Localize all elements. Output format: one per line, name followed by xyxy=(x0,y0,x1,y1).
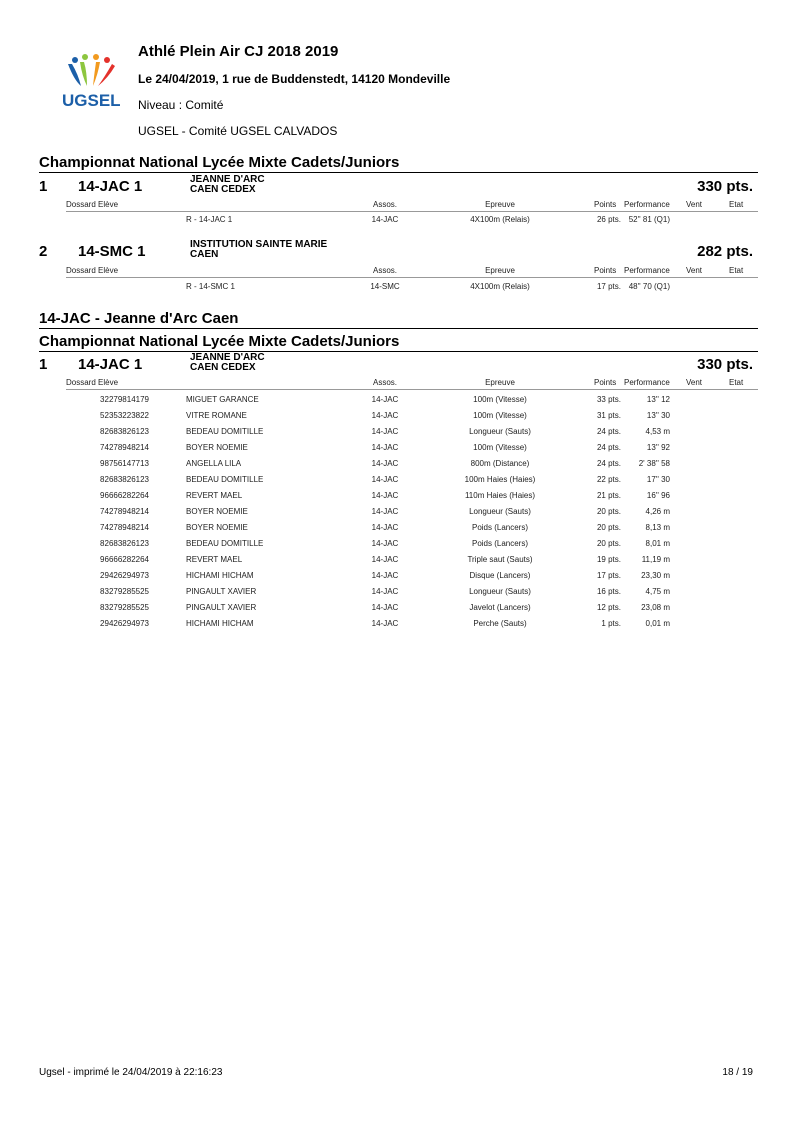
team3-name: 14-JAC 1 xyxy=(78,356,143,373)
event-committee: UGSEL - Comité UGSEL CALVADOS xyxy=(138,124,338,138)
row-assos: 14-JAC xyxy=(371,571,399,580)
row-dossard: 83279285525 xyxy=(100,603,149,612)
event-date-location: Le 24/04/2019, 1 rue de Buddenstedt, 14120 Mondeville xyxy=(138,72,451,86)
row-assos: 14-JAC xyxy=(371,555,399,564)
row-epreuve: 800m (Distance) xyxy=(470,459,530,468)
col-assos: Assos. xyxy=(372,378,397,387)
col-points: Points xyxy=(594,378,617,387)
row-assos: 14-JAC xyxy=(371,587,399,596)
row-dossard: 29426294973 xyxy=(100,571,149,580)
team1-name: 14-JAC 1 xyxy=(78,178,143,195)
col-assos: Assos. xyxy=(372,266,397,275)
row-points: 20 pts. xyxy=(596,539,621,548)
team2-name: 14-SMC 1 xyxy=(78,243,146,260)
footer-printed: Ugsel - imprimé le 24/04/2019 à 22:16:23 xyxy=(39,1067,223,1078)
row-epreuve: Longueur (Sauts) xyxy=(469,587,531,596)
row-name: HICHAMI HICHAM xyxy=(186,619,254,628)
row-epreuve: 110m Haies (Haies) xyxy=(464,491,536,500)
row-assos: 14-JAC xyxy=(371,443,399,452)
col-performance: Performance xyxy=(624,378,670,387)
row-name: BEDEAU DOMITILLE xyxy=(186,427,264,436)
team3-school xyxy=(190,353,360,373)
col-epreuve: Epreuve xyxy=(485,266,515,275)
team3-points: 330 pts. xyxy=(697,356,753,373)
team2-rank: 2 xyxy=(39,243,48,260)
row-epreuve: Poids (Lancers) xyxy=(471,539,529,548)
team1-school-line2: CAEN CEDEX xyxy=(190,184,256,195)
row-epreuve: 100m (Vitesse) xyxy=(473,411,527,420)
team1-header-divider xyxy=(66,211,758,212)
row-performance: 13'' 30 xyxy=(646,411,670,420)
row-performance: 23,08 m xyxy=(641,603,670,612)
row-points: 24 pts. xyxy=(596,443,621,452)
row-points: 16 pts. xyxy=(596,587,621,596)
row-points: 17 pts. xyxy=(596,571,621,580)
row-epreuve: 100m Haies (Haies) xyxy=(464,475,536,484)
row-name: HICHAMI HICHAM xyxy=(186,571,254,580)
row-assos: 14-JAC xyxy=(371,539,399,548)
row-dossard: 82683826123 xyxy=(100,427,149,436)
col-dossard: Dossard xyxy=(66,378,96,387)
row-points: 21 pts. xyxy=(596,491,621,500)
club-title: 14-JAC - Jeanne d'Arc Caen xyxy=(39,310,239,327)
row-performance: 52'' 81 (Q1) xyxy=(628,215,670,224)
col-etat: Etat xyxy=(729,200,744,209)
row-points: 24 pts. xyxy=(596,427,621,436)
row-performance: 4,53 m xyxy=(645,427,670,436)
ugsel-logo-graphic xyxy=(60,52,126,110)
col-performance: Performance xyxy=(624,200,670,209)
ugsel-logo xyxy=(60,52,126,110)
section2-divider xyxy=(39,351,758,352)
row-points: 20 pts. xyxy=(596,523,621,532)
team1-rank: 1 xyxy=(39,178,48,195)
row-dossard: 52353223822 xyxy=(100,411,149,420)
row-dossard: 74278948214 xyxy=(100,507,149,516)
row-dossard: 32279814179 xyxy=(100,395,149,404)
row-assos: 14-JAC xyxy=(371,507,399,516)
row-performance: 16'' 96 xyxy=(646,491,670,500)
row-performance: 13'' 92 xyxy=(646,443,670,452)
row-dossard: 74278948214 xyxy=(100,523,149,532)
team2-school-line2: CAEN xyxy=(190,249,219,260)
row-performance: 8,01 m xyxy=(645,539,670,548)
row-dossard: 96666282264 xyxy=(100,555,149,564)
row-assos: 14-JAC xyxy=(371,523,399,532)
row-epreuve: 100m (Vitesse) xyxy=(473,395,527,404)
row-points: 24 pts. xyxy=(596,459,621,468)
logo-text: UGSEL xyxy=(62,91,121,110)
col-vent: Vent xyxy=(686,378,703,387)
row-points: 33 pts. xyxy=(596,395,621,404)
col-etat: Etat xyxy=(729,378,744,387)
col-points: Points xyxy=(594,200,617,209)
row-dossard: 29426294973 xyxy=(100,619,149,628)
team1-school-line1: JEANNE D'ARC xyxy=(190,174,265,185)
row-points: 17 pts. xyxy=(596,282,621,291)
row-name: MIGUET GARANCE xyxy=(186,395,259,404)
row-performance: 13'' 12 xyxy=(646,395,670,404)
col-epreuve: Epreuve xyxy=(485,200,515,209)
team2-school xyxy=(190,240,360,260)
section1-divider xyxy=(39,172,758,173)
row-assos: 14-JAC xyxy=(371,215,399,224)
row-assos: 14-JAC xyxy=(371,619,399,628)
row-assos: 14-JAC xyxy=(371,427,399,436)
row-points: 22 pts. xyxy=(596,475,621,484)
row-name: BOYER NOEMIE xyxy=(186,443,248,452)
row-name: BEDEAU DOMITILLE xyxy=(186,475,264,484)
row-epreuve: Longueur (Sauts) xyxy=(469,427,531,436)
row-epreuve: Disque (Lancers) xyxy=(469,571,531,580)
row-assos: 14-JAC xyxy=(371,491,399,500)
event-level: Niveau : Comité xyxy=(138,98,224,112)
row-dossard: 98756147713 xyxy=(100,459,149,468)
row-name: BEDEAU DOMITILLE xyxy=(186,539,264,548)
row-epreuve: Poids (Lancers) xyxy=(471,523,529,532)
row-points: 1 pts. xyxy=(601,619,621,628)
col-eleve: Elève xyxy=(98,200,119,209)
row-name: REVERT MAEL xyxy=(186,555,243,564)
row-performance: 2' 38'' 58 xyxy=(638,459,670,468)
row-name: ANGELLA LILA xyxy=(186,459,242,468)
team3-header-divider xyxy=(66,389,758,390)
col-points: Points xyxy=(594,266,617,275)
row-points: 31 pts. xyxy=(596,411,621,420)
row-epreuve: Triple saut (Sauts) xyxy=(467,555,533,564)
team3-rank: 1 xyxy=(39,356,48,373)
col-performance: Performance xyxy=(624,266,670,275)
row-dossard: 82683826123 xyxy=(100,475,149,484)
row-performance: 17'' 30 xyxy=(646,475,670,484)
page-title: Athlé Plein Air CJ 2018 2019 xyxy=(138,43,339,60)
col-eleve: Elève xyxy=(98,266,119,275)
row-name: R - 14-JAC 1 xyxy=(186,215,233,224)
col-epreuve: Epreuve xyxy=(485,378,515,387)
team1-school xyxy=(190,175,360,195)
row-performance: 48'' 70 (Q1) xyxy=(628,282,670,291)
row-epreuve: 100m (Vitesse) xyxy=(473,443,527,452)
team2-points: 282 pts. xyxy=(697,243,753,260)
row-performance: 0,01 m xyxy=(645,619,670,628)
row-name: BOYER NOEMIE xyxy=(186,507,248,516)
row-name: R - 14-SMC 1 xyxy=(186,282,235,291)
col-dossard: Dossard xyxy=(66,266,96,275)
row-performance: 4,75 m xyxy=(645,587,670,596)
row-dossard: 83279285525 xyxy=(100,587,149,596)
row-assos: 14-JAC xyxy=(371,603,399,612)
row-epreuve: 4X100m (Relais) xyxy=(470,215,530,224)
row-performance: 23,30 m xyxy=(641,571,670,580)
col-etat: Etat xyxy=(729,266,744,275)
row-name: PINGAULT XAVIER xyxy=(186,587,257,596)
page-number: 18 / 19 xyxy=(722,1067,753,1078)
row-epreuve: Javelot (Lancers) xyxy=(469,603,531,612)
row-dossard: 74278948214 xyxy=(100,443,149,452)
row-epreuve: Perche (Sauts) xyxy=(473,619,527,628)
row-assos: 14-JAC xyxy=(371,395,399,404)
row-epreuve: 4X100m (Relais) xyxy=(470,282,530,291)
row-assos: 14-JAC xyxy=(371,475,399,484)
col-dossard: Dossard xyxy=(66,200,96,209)
team1-points: 330 pts. xyxy=(697,178,753,195)
row-points: 26 pts. xyxy=(596,215,621,224)
col-assos: Assos. xyxy=(372,200,397,209)
row-points: 20 pts. xyxy=(596,507,621,516)
section1-title: Championnat National Lycée Mixte Cadets/Juniors xyxy=(39,154,400,171)
row-name: REVERT MAEL xyxy=(186,491,243,500)
row-name: BOYER NOEMIE xyxy=(186,523,248,532)
row-performance: 11,19 m xyxy=(641,555,670,564)
row-epreuve: Longueur (Sauts) xyxy=(469,507,531,516)
col-eleve: Elève xyxy=(98,378,119,387)
col-vent: Vent xyxy=(686,266,703,275)
row-dossard: 82683826123 xyxy=(100,539,149,548)
row-dossard: 96666282264 xyxy=(100,491,149,500)
row-points: 19 pts. xyxy=(596,555,621,564)
team2-header-divider xyxy=(66,277,758,278)
section2-title: Championnat National Lycée Mixte Cadets/Juniors xyxy=(39,333,400,350)
row-name: VITRE ROMANE xyxy=(186,411,247,420)
row-assos: 14-JAC xyxy=(371,411,399,420)
row-performance: 4,26 m xyxy=(645,507,670,516)
club-divider xyxy=(39,328,758,329)
col-vent: Vent xyxy=(686,200,703,209)
row-points: 12 pts. xyxy=(596,603,621,612)
team3-school-line1: JEANNE D'ARC xyxy=(190,352,265,363)
row-name: PINGAULT XAVIER xyxy=(186,603,257,612)
row-assos: 14-SMC xyxy=(370,282,400,291)
row-assos: 14-JAC xyxy=(371,459,399,468)
team3-school-line2: CAEN CEDEX xyxy=(190,362,256,373)
team2-school-line1: INSTITUTION SAINTE MARIE xyxy=(190,239,328,250)
row-performance: 8,13 m xyxy=(645,523,670,532)
